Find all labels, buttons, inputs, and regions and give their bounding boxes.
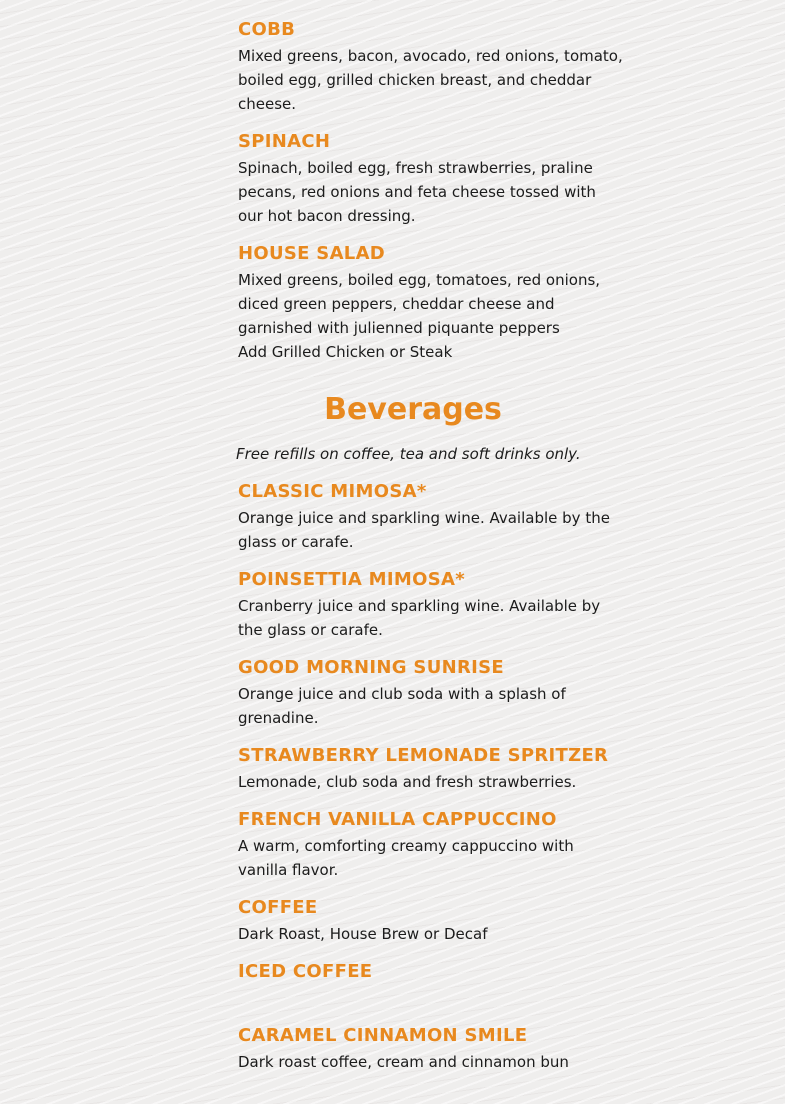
item-description: A warm, comforting creamy cappuccino with vanilla flavor. (238, 837, 574, 879)
item-name: POINSETTIA MIMOSA* (238, 569, 465, 590)
menu-item-caramel-cinnamon-smile (238, 1024, 628, 1074)
item-description: Dark Roast, House Brew or Decaf (238, 925, 488, 943)
menu-column (238, 0, 628, 1074)
menu-item-cobb (238, 18, 628, 116)
menu-item-iced-coffee (238, 960, 628, 1010)
item-name: CLASSIC MIMOSA* (238, 481, 427, 502)
salad-intro-partial (238, 0, 628, 4)
item-name: SPINACH (238, 131, 331, 152)
section-title-beverages: Beverages (324, 392, 502, 427)
item-description: Dark roast coffee, cream and cinnamon bun (238, 1053, 569, 1071)
item-add-on: Add Grilled Chicken or Steak (238, 343, 453, 361)
item-description: Lemonade, club soda and fresh strawberries. (238, 773, 577, 791)
item-description: Cranberry juice and sparkling wine. Available by the glass or carafe. (238, 597, 601, 639)
item-name: COFFEE (238, 897, 318, 918)
item-name: FRENCH VANILLA CAPPUCCINO (238, 809, 557, 830)
item-description: Orange juice and club soda with a splash of grenadine. (238, 685, 566, 727)
item-name: STRAWBERRY LEMONADE SPRITZER (238, 745, 609, 766)
menu-item-coffee (238, 896, 628, 946)
menu-item-good-morning-sunrise (238, 656, 628, 730)
beverages-refill-note: Free refills on coffee, tea and soft drinks only. (236, 445, 581, 463)
menu-item-spinach (238, 130, 628, 228)
item-description: Mixed greens, boiled egg, tomatoes, red onions, diced green peppers, cheddar cheese and garnished with julienned piquante peppers (238, 271, 601, 337)
menu-item-strawberry-lemonade-spritzer (238, 744, 628, 794)
item-name: GOOD MORNING SUNRISE (238, 657, 504, 678)
item-description: Spinach, boiled egg, fresh strawberries, praline pecans, red onions and feta cheese tossed with our hot bacon dressing. (238, 159, 596, 225)
menu-item-classic-mimosa (238, 480, 628, 554)
menu-item-french-vanilla-cappuccino (238, 808, 628, 882)
item-name: CARAMEL CINNAMON SMILE (238, 1025, 528, 1046)
item-name: COBB (238, 19, 296, 40)
item-description: Mixed greens, bacon, avocado, red onions, tomato, boiled egg, grilled chicken breast, and cheddar cheese. (238, 47, 623, 113)
menu-item-house-salad (238, 242, 628, 364)
item-name: HOUSE SALAD (238, 243, 386, 264)
item-description: Orange juice and sparkling wine. Available by the glass or carafe. (238, 509, 610, 551)
menu-item-poinsettia-mimosa (238, 568, 628, 642)
item-name: ICED COFFEE (238, 961, 373, 982)
blank-line (238, 986, 628, 1010)
